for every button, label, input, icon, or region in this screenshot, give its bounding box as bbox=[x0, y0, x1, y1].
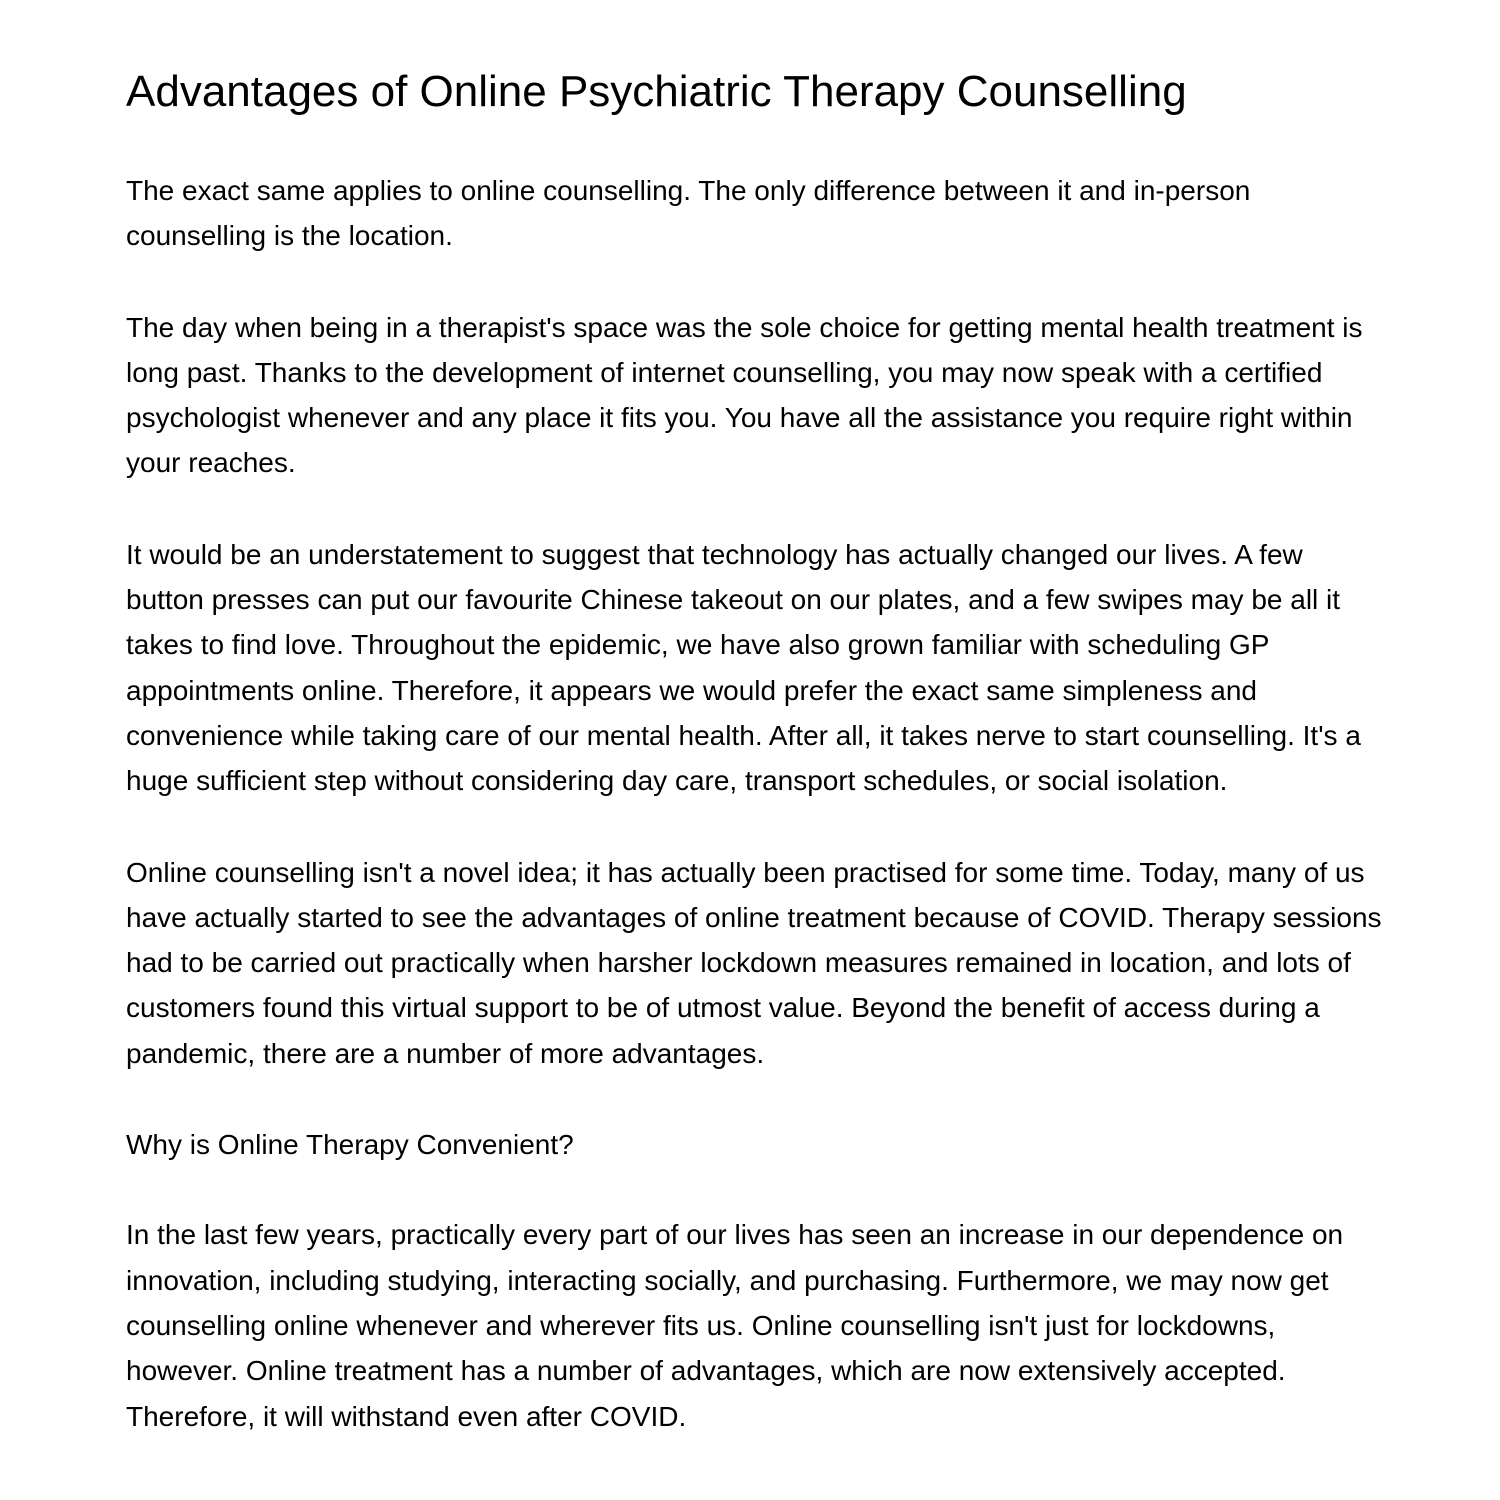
paragraph: The exact same applies to online counselling. The only difference between it and in-person counselling is the location. bbox=[126, 175, 1251, 252]
document-title: Advantages of Online Psychiatric Therapy Counselling bbox=[126, 67, 1187, 116]
paragraph: Online counselling isn't a novel idea; it has actually been practised for some time. Today, many of us have actually started to see the advantages of online treatment because of COVID. Therapy sessions had to be carried out practically when harsher lockdown measures remained in location, and lots of customers found this virtual support to be of utmost value. Beyond the benefit of access during a pandemic, there are a number of more advantages. bbox=[126, 856, 1382, 1069]
section-subheading: Why is Online Therapy Convenient? bbox=[126, 1129, 574, 1161]
paragraph: The day when being in a therapist's space was the sole choice for getting mental health treatment is long past. Thanks to the development of internet counselling, you may now speak with a certified psychologist whenever and any place it fits you. You have all the assistance you require right within your reaches. bbox=[126, 311, 1363, 479]
paragraph: In the last few years, practically every part of our lives has seen an increase in our dependence on innovation, including studying, interacting socially, and purchasing. Furthermore, we may now get counselling online whenever and wherever fits us. Online counselling isn't just for lockdowns, however. Online treatment has a number of advantages, which are now extensively accepted. Therefore, it will withstand even after COVID. bbox=[126, 1219, 1344, 1432]
document-page bbox=[126, 60, 1386, 1485]
paragraph: It would be an understatement to suggest that technology has actually changed our lives. A few button presses can put our favourite Chinese takeout on our plates, and a few swipes may be all it takes to find love. Throughout the epidemic, we have also grown familiar with scheduling GP appointments online. Therefore, it appears we would prefer the exact same simpleness and convenience while taking care of our mental health. After all, it takes nerve to start counselling. It's a huge sufficient step without considering day care, transport schedules, or social isolation. bbox=[126, 538, 1361, 797]
document-body bbox=[126, 168, 1386, 1439]
